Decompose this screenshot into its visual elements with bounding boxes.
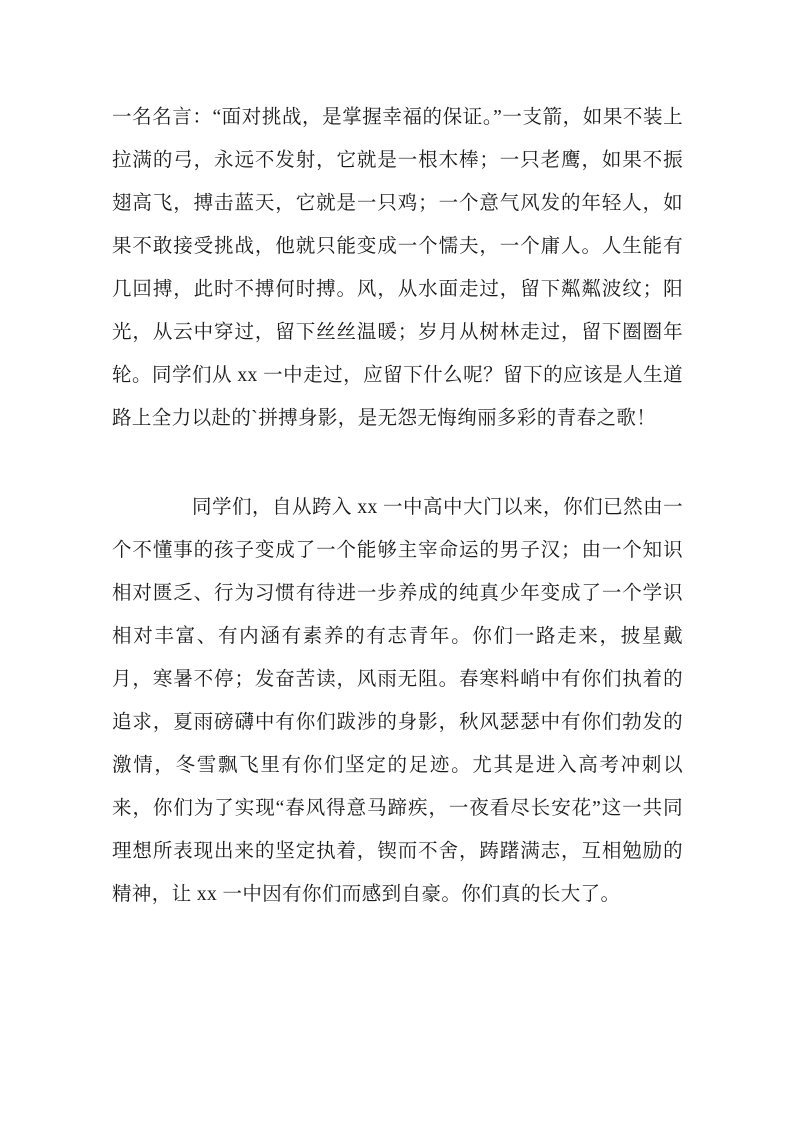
document-body — [112, 96, 683, 916]
paragraph-1: 一名名言：“面对挑战，是掌握幸福的保证。”一支箭，如果不装上拉满的弓，永远不发射，它就是一根木棒；一只老鹰，如果不振翅高飞，搏击蓝天，它就是一只鸡；一个意气风发的年轻人，如果不敢接受挑战，他就只能变成一个懦夫，一个庸人。人生能有几回搏，此时不搏何时搏。风，从水面走过，留下粼粼波纹；阳光，从云中穿过，留下丝丝温暖；岁月从树林走过，留下圈圈年轮。同学们从 xx 一中走过，应留下什么呢？留下的应该是人生道路上全力以赴的`拼搏身影，是无怨无悔绚丽多彩的青春之歌！ — [112, 107, 683, 429]
paragraph-2: 同学们，自从跨入 xx 一中高中大门以来，你们已然由一个不懂事的孩子变成了一个能够主宰命运的男子汉；由一个知识相对匮乏、行为习惯有待进一步养成的纯真少年变成了一个学识相对丰富、有内涵有素养的有志青年。你们一路走来，披星戴月，寒暑不停；发奋苦读，风雨无阻。春寒料峭中有你们执着的追求，夏雨磅礴中有你们跋涉的身影，秋风瑟瑟中有你们勃发的激情，冬雪飘飞里有你们坚定的足迹。尤其是进入高考冲刺以来，你们为了实现“春风得意马蹄疾，一夜看尽长安花”这一共同理想所表现出来的坚定执着，锲而不舍，踌躇满志，互相勉励的精神，让 xx 一中因有你们而感到自豪。你们真的长大了。 — [112, 497, 683, 905]
